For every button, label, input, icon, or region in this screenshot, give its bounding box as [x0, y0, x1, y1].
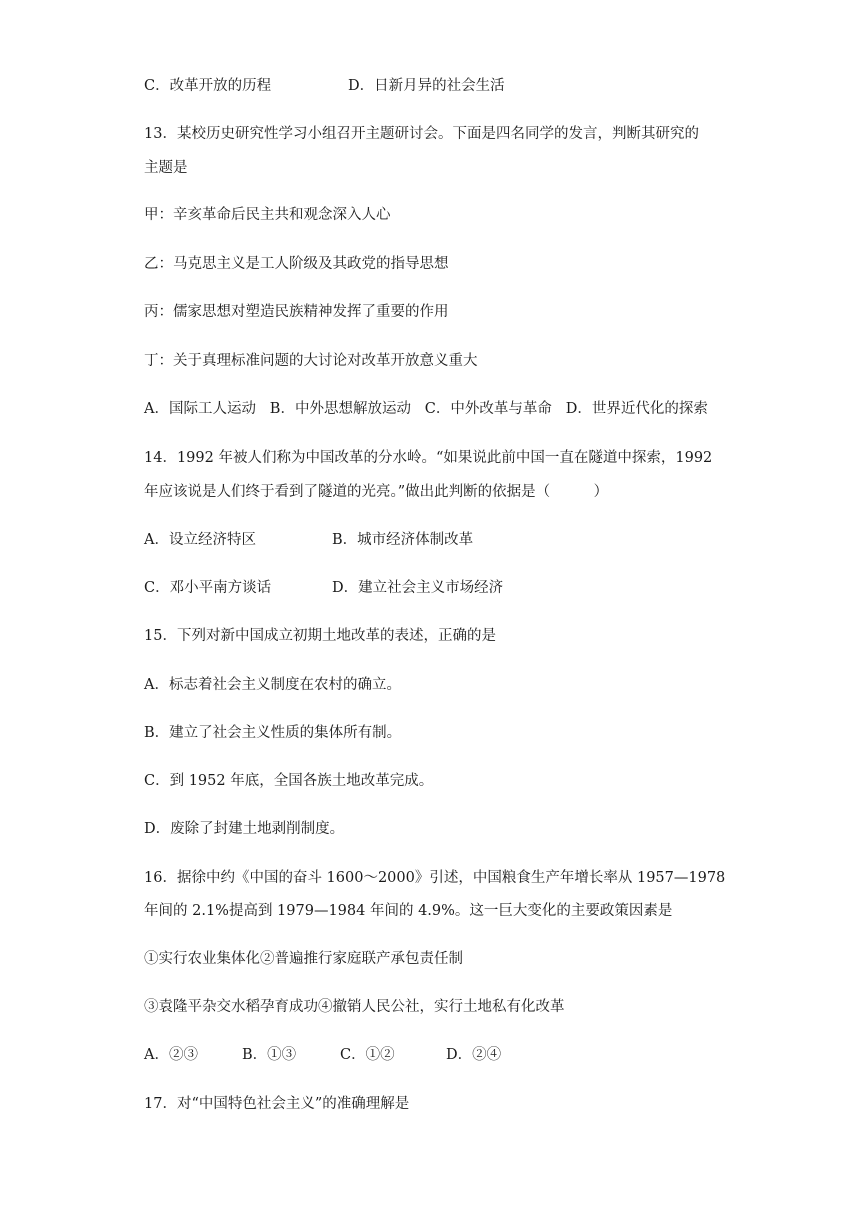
q16-option-d: D．②④	[446, 1047, 502, 1063]
q15-option-b: B．建立了社会主义性质的集体所有制。	[144, 725, 402, 741]
q17-stem: 17．对“中国特色社会主义”的准确理解是	[144, 1096, 410, 1112]
q14-option-b: B．城市经济体制改革	[332, 532, 474, 548]
q15-stem: 15．下列对新中国成立初期土地改革的表述，正确的是	[144, 628, 496, 644]
q16-option-a: A．②③	[144, 1047, 198, 1063]
q16-option-c: C．①②	[340, 1047, 395, 1063]
q16-items-3-4: ③袁隆平杂交水稻孕育成功④撤销人民公社，实行土地私有化改革	[144, 999, 565, 1015]
q13-stem-line1: 13．某校历史研究性学习小组召开主题研讨会。下面是四名同学的发言，判断其研究的	[144, 126, 699, 142]
q16-stem-line1: 16．据徐中约《中国的奋斗 1600～2000》引述，中国粮食生产年增长率从 1957—1978	[144, 870, 726, 886]
q16-stem-line2: 年间的 2.1%提高到 1979—1984 年间的 4.9%。这一巨大变化的主要政策因素是	[144, 903, 673, 919]
q13-statement-yi: 乙：马克思主义是工人阶级及其政党的指导思想	[144, 256, 449, 272]
q12-option-d: D．日新月异的社会生活	[348, 78, 505, 94]
q15-option-d: D．废除了封建土地剥削制度。	[144, 821, 345, 837]
q16-option-b: B．①③	[242, 1047, 297, 1063]
q14-option-a: A．设立经济特区	[144, 532, 256, 548]
q13-statement-jia: 甲：辛亥革命后民主共和观念深入人心	[144, 207, 391, 223]
q15-option-c: C．到 1952 年底，全国各族土地改革完成。	[144, 773, 434, 789]
q14-stem-line1: 14．1992 年被人们称为中国改革的分水岭。“如果说此前中国一直在隧道中探索，1992	[144, 450, 713, 466]
q15-option-a: A．标志着社会主义制度在农村的确立。	[144, 677, 401, 693]
q14-option-d: D．建立社会主义市场经济	[332, 580, 504, 596]
q13-statement-bing: 丙：儒家思想对塑造民族精神发挥了重要的作用	[144, 304, 449, 320]
q13-statement-ding: 丁：关于真理标准问题的大讨论对改革开放意义重大	[144, 353, 478, 369]
q12-option-c: C．改革开放的历程	[144, 78, 272, 94]
q16-items-1-2: ①实行农业集体化②普遍推行家庭联产承包责任制	[144, 951, 463, 967]
q13-options: A．国际工人运动 B．中外思想解放运动 C．中外改革与革命 D．世界近代化的探索	[144, 401, 708, 417]
q14-stem-line2: 年应该说是人们终于看到了隧道的光亮。”做出此判断的依据是（ ）	[144, 484, 609, 500]
q13-stem-line2: 主题是	[144, 160, 188, 176]
q14-option-c: C．邓小平南方谈话	[144, 580, 272, 596]
